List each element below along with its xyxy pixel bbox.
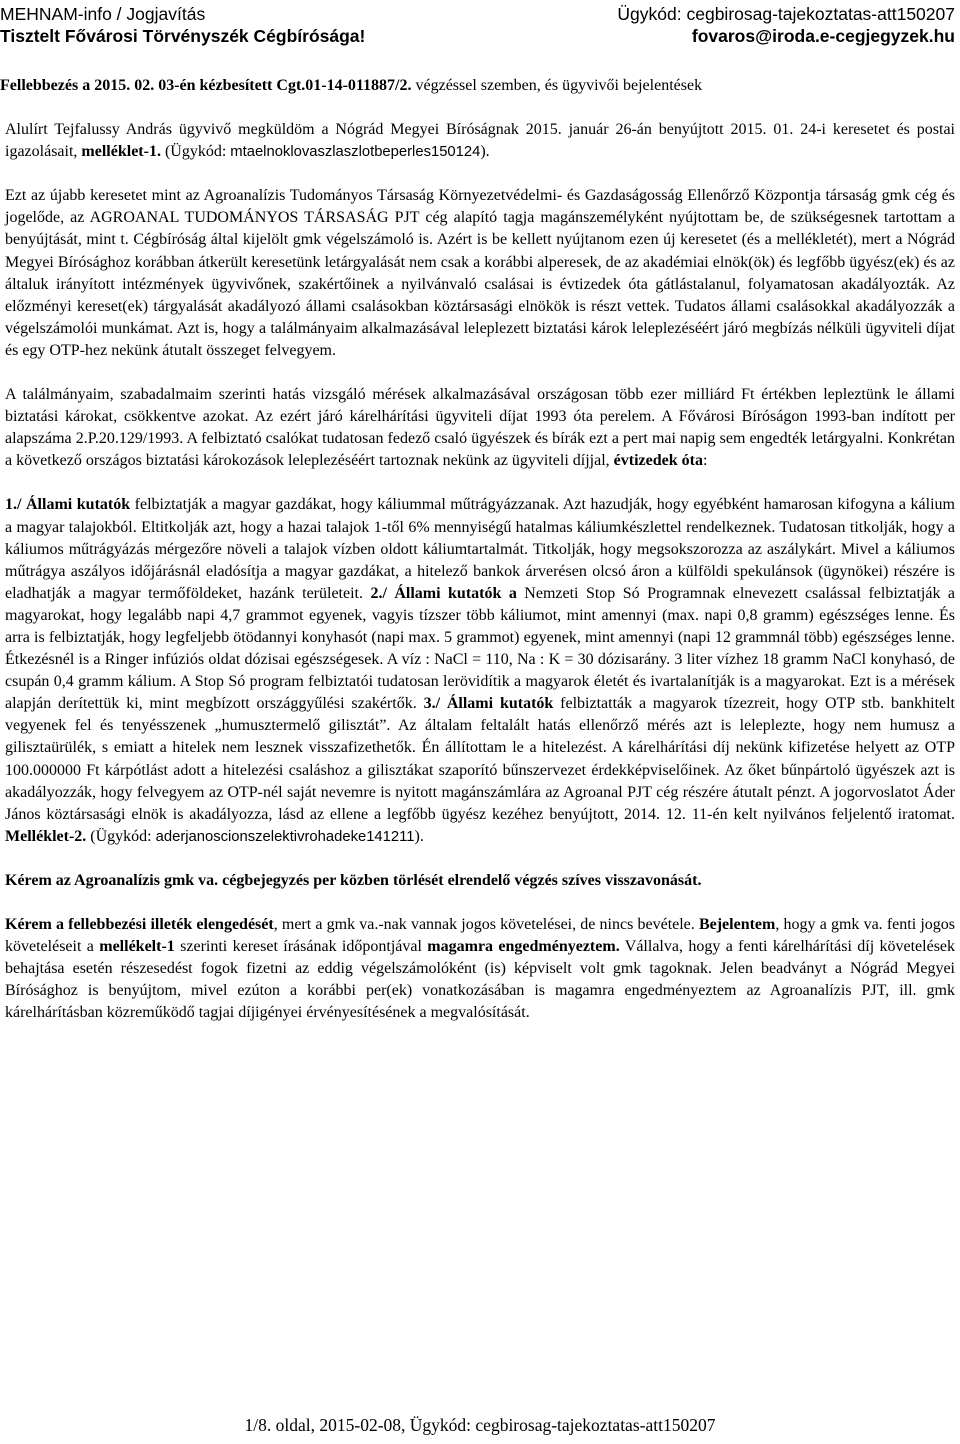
subject-case-number: Cgt.01-14-011887/2.	[276, 77, 412, 94]
list-item-3-text: felbiztatták a magyarok tízezreit, hogy OTP stb. bankhitelt vegyenek fel és tenyésszenek „humusztermelő gilisztát”. Az általam feltalált hatás ellenőrző mérés azt is leleplezte, hogy nem humusz a gilisztaürülék, s emiatt a hitelek nem lesznek visszafizethetők. Én állítottam le a hitelezést. A kárelhárítási díj nekünk kifizetése helyett az OTP 100.000000 Ft kárpótlást adott a hitelezési csaláshoz a gilisztákat szaporító bűnszervezet érdekképviselőinek. Az őket bűnpártoló ügyészek azt is akadályozzák, hogy felvegyem az OTP-nél saját nevemre is nyitott magánszámlára az Agroanal PJT cég részére átutalt pénzt. A jogorvoslatot Áder János köztársasági elnök is akadályozza, lásd az ellene a legfőbb ügyész kezéhez benyújtott, 2014. 12. 11-én kelt nyilvános feljelentő iratomat.	[5, 695, 956, 823]
attachment-1-ref: melléklet-1.	[81, 143, 161, 161]
paragraph-2-text: A találmányaim, szabadalmaim szerinti hatás vizsgáló mérések alkalmazásával országosan több ezer milliárd Ft értékben lepleztünk le állami biztatási károkat, csökkentve azokat. Az ezért járó kárelhárítási ügyviteli díjat 1993 óta perelem. A Fővárosi Bíróságon 1993-ban indított per alapszáma 2.P.20.129/1993. A felbiztató csalókat tudatosan fedező csaló ügyészek és bírák ezt a pert mai napig sem engedték letárgyalni. Konkrétan a következő országos biztatási károkozások leleplezéséért tartoznak nekünk az ügyviteli díjjal,	[5, 386, 955, 470]
list-item-1-heading: 1./ Állami kutatók	[5, 496, 131, 514]
page-footer: 1/8. oldal, 2015-02-08, Ügykód: cegbirosag-tajekoztatas-att150207	[244, 1415, 716, 1435]
paragraph-5-rest: Vállalva, hogy a fenti kárelhárítási díj követelések behajtása esetén részesedést fogok fizetni az eddig végelszámolóként (is) képviselt volt gmk tagoknak. Jelen beadványt a Nógrád Megyei Bírósághoz is benyújtom, mivel ezúton a korábbi per(ek) vonatkozásában is magamra engedményeztem az Agroanalízis PJT, ill. gmk kárelhárításban közreműködő tagjai díjigényei érvényesítésének a megvalósítását.	[5, 938, 956, 1022]
header-site-name: MEHNAM-info / Jogjavítás	[0, 4, 206, 24]
paragraph-2	[5, 384, 955, 472]
attachment-1-mention: mellékelt-1	[99, 938, 175, 956]
paragraph-5	[5, 914, 955, 1024]
header-addressee: Tisztelt Fővárosi Törvényszék Cégbírósága!	[0, 26, 366, 46]
paragraph-2-end: :	[702, 452, 708, 470]
intro-text: Alulírt Tejfalussy András ügyvivő megküldöm a Nógrád Megyei Bíróságnak 2015. január 26-án benyújtott 2015. 01. 24-i keresetet és postai igazolásait,	[5, 121, 955, 161]
intro-code-label: (Ügykód:	[160, 143, 231, 161]
announcement-text: , hogy a gmk va. fenti jogos követeléseit a	[5, 916, 955, 956]
attachment-2-ref: Melléklet-2.	[5, 827, 87, 845]
subject-suffix: végzéssel szemben, és ügyvivői bejelentések	[411, 77, 703, 94]
list-item-2-text: Nemzeti Stop Só Programnak elnevezett csalással felbiztatják a magyarokat, hogy legalább napi 4,7 grammot egyenek, vagyis tízszer több káliumot, mint amennyi (max. napi 0,8 gramm) egészséges lenne. És arra is felbiztatják, hogy legfeljebb ötödannyi konyhasót (napi max. 5 grammot) egyenek, mint amennyi (napi 12 grammnál több) egészséges lenne. Étkezésnél is a Ringer infúziós oldat dózisai egészségesek. A víz : NaCl = 110, Na : K = 30 dózisarány. 3 liter vízhez 18 gramm NaCl konyhasó, de csupán 0,4 gramm kálium. A Stop Só program felbiztatói tudatosan lerövidítik a magyarok életét és ivartalanítják is a magyarokat. Ezt is a mérések alapján derítettük ki, mint megbízott országgyűlési szakértők.	[5, 584, 955, 713]
list-item-3-end: ).	[414, 827, 424, 845]
document-body	[0, 75, 956, 1024]
announcement-label: Bejelentem	[698, 916, 776, 933]
intro-end: ).	[480, 143, 490, 161]
list-item-3-code-label: (Ügykód:	[86, 827, 156, 845]
intro-paragraph	[5, 119, 955, 163]
subject-prefix: Fellebbezés a 2015. 02. 03-én kézbesített	[0, 77, 277, 94]
fee-waiver-reason: , mert a gmk va.-nak vannak jogos követelései, de nincs bevétele.	[273, 916, 699, 933]
paragraph-2-emphasis: évtizedek óta	[613, 452, 703, 470]
header-case-code: Ügykód: cegbirosag-tajekoztatas-att150207	[617, 4, 955, 24]
paragraph-3-list	[5, 494, 955, 848]
fee-waiver-request: Kérem a fellebbezési illeték elengedését	[5, 916, 274, 933]
list-item-3-heading: 3./ Állami kutatók	[423, 695, 554, 713]
list-item-3-case-code: aderjanoscionszelektivrohadeke141211	[155, 828, 415, 845]
request-revocation	[5, 870, 955, 892]
header-email: fovaros@iroda.e-cegjegyzek.hu	[691, 26, 955, 46]
assignment-statement: magamra engedményeztem.	[427, 938, 620, 956]
announcement-text-2: szerinti kereset írásának időpontjával	[174, 938, 428, 956]
intro-case-code: mtaelnoklovaszlaszlotbeperles150124	[230, 144, 481, 161]
list-item-1-text: felbiztatják a magyar gazdákat, hogy káliummal műtrágyázzanak. Azt hazudják, hogy egyébként hamarosan kifogyna a kálium a magyar talajokból. Eltitkolják azt, hogy a hazai talajok 1-től 6% mennyiségű hatalmas káliumkészlettel rendelkeznek. Tudatosan titkolják, hogy a káliumos műtrágyázás mérgezőre növeli a talajok vízben oldott káliumtartalmát. Titkolják, hogy megsokszorozza az aszálykárt. Mivel a káliumos műtrágya aszályos időjárásnál eladósítja a magyar gazdákat, a hitelező bankok árverésen olcsó áron a külföldi spekulánsok (ügynökei) részére is eladhatják a magyar termőföldeket, hazánk területeit.	[5, 496, 955, 602]
request-revocation-text: Kérem az Agroanalízis gmk va. cégbejegyzés per közben törlését elrendelő végzés szíves visszavonását.	[5, 871, 702, 889]
paragraph-1: Ezt az újabb keresetet mint az Agroanalízis Tudományos Társaság Környezetvédelmi- és Gazdaságosság Ellenőrző Központja társaság gmk cég és jogelőde, az AGROANAL TUDOMÁNYOS TÁRSASÁG PJT cég alapító tagja magánszemélyként nyújtottam be, de szükségesnek tartottam a benyújtását, mint t. Cégbíróság által kijelölt gmk végelszámoló is. Azért is be kellett nyújtanom ezen új keresetet (és a mellékletét), mert a Nógrád Megyei Bírósághoz korábban átkerült keresetünk letárgyalását nem csak a korábbi alperesek, de az akadémiai elnök(ök) és legfőbb ügyész(ek) és az általuk irányított intézmények ügyvivőnek, szakértőinek a nyilvánvaló csalásai is évtizedek óta gátlástalanul, folyamatosan akadályozták. Az előzményi kereset(ek) tárgyalását akadályozó állami csalásokban köztársasági elnökök is részt vettek. Tudatos állami csalásokkal akadályozzák a végelszámolói munkámat. Azt is, hogy a találmányaim alkalmazásával leleplezett biztatási károk leleplezéséért járó megbízás nélküli ügyviteli díjat és egy OTP-hez nekünk átutalt összeget felvegyem.	[5, 187, 955, 359]
list-item-2-heading: 2./ Állami kutatók a	[370, 584, 517, 602]
subject-line	[0, 75, 955, 97]
